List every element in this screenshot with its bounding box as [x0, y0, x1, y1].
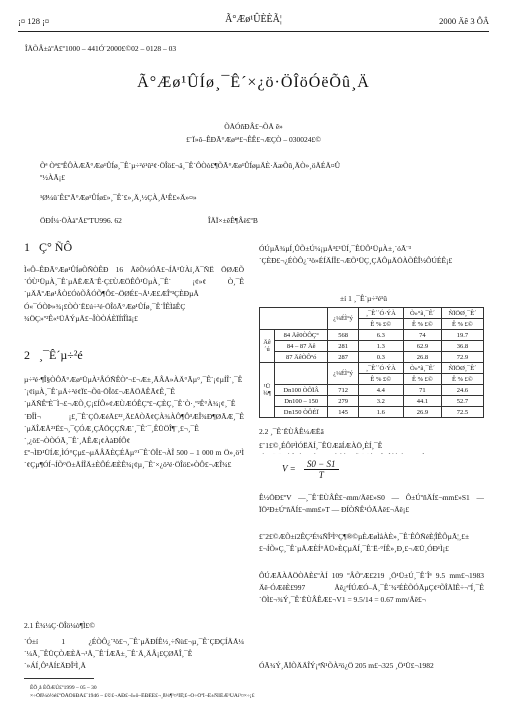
formula-fraction	[304, 459, 339, 480]
page-header	[18, 14, 489, 30]
table-cell: 36.8	[441, 341, 483, 352]
formula-denominator: T	[318, 470, 324, 480]
table-cell: 281	[328, 341, 358, 352]
rate-paragraph: £¨1£©¸ÉÔï³ÌÓËÄÍ¸¯ÊÜÆâÍÆÀÖ¸ÈÍ¸¯Ê	[259, 441, 383, 450]
table-subheader-cell: Ê % £©	[358, 319, 403, 330]
table-cell: 4.4	[358, 385, 403, 396]
table-cell: 145	[328, 407, 358, 418]
table-corner-cell	[260, 308, 328, 330]
table-cell: 74	[403, 330, 441, 341]
table-row	[260, 407, 484, 418]
section-1-heading	[24, 240, 72, 255]
table-header-row	[260, 308, 484, 319]
table-subheader-row	[260, 363, 484, 374]
issue-date: 2000 Äê 3 ÔÂ	[439, 16, 489, 26]
analysis-paragraph: ´Ó±í 1 ¿ÉÒÔ¿´³ö£¬¸¯Ê´µÄÐÍÊ½¸÷Ñù£¬µ¸¯Ê´ÇÐÇÍÄÅ¼´¼Ã¸¯ÊÜÇÒÆÈÄ¬¹Ä¸¯Ê´ÍÆÃ±¸¯Ê´Ä¸ÄÂ¡£ÇØÃÎ¸¯Ê´»ÁÍ¸Ô³ÄÍ£ÄÐÎ²Ì¸Ä	[24, 637, 244, 671]
discussion-paragraph: £¨2£©ÆÕ±í2ÊÇ²É¼ÑÎ²Ì°Ç¶®©µÈÆøÌåÀÈ»¸¯Ê´ÊÔÑéÈ¦ÎÊÔµÃ¦¸£±£¬ÍÕ»Ç¸¯Ê´µÄÆÈÍ°ÄÜ»ÈÇµÄÍ¸¯Ê´Ë·°ÍÊ»¸Ð¸£¬ÆÜ¸ÓÐ¹Ì¡£	[259, 532, 470, 554]
table-row	[260, 385, 484, 396]
corrosion-survey-table	[259, 307, 484, 418]
table-header-cell: ÑÏÖØ¸¯Ê´	[441, 308, 483, 319]
section-number: 1	[24, 240, 30, 254]
document-code: ÎÄÏ×±êÊ¶Âë£ºB	[208, 216, 258, 225]
section-number: 2	[24, 348, 30, 362]
abstract-line: Õª Òª£ºÊÔÀÆÃ°Æø¹ÛÍø¸¯Ê´µ÷²é¹û²¢·ÖÎö£¬ä¸¯Ê´ÔÒò£¶ÕÃ°Æø¹ÛÍøµÄÈ·ÄæÕû¸ÄÒ»¸öÄÉÄ¤Û	[40, 161, 341, 170]
table-cell: 287	[328, 352, 358, 363]
intro-paragraph: Ì«Ô–ÊÐÃ°Æø¹ÛÍøÕÑÒÊÐ 16 ÄêÕ¼ÓÃ£¬ÍÅ¹ÜÀí¸Ä¯ÑË ÖØÆÕ´ÓÙ¹ÜµÀ¸¯Ê´µÄËÆÃ¨Ê·Ç£ÙÆÖÊÔ¹ÜµÀ¸¯Ê´ ¡¢»¢ Ò¸¯Ê´µÄÃºÆø¹ÂÒ£ÓòÕÂÓÕ¶Ô£¬ÖØÉ£¬Ä¹Æ£ÆÎº³ÇÈÐµÄ Ó«¯ÓÒÞ»¾¡£ÒÒ´Ë£ú÷²é·ÖÎöÃ°Æø¹ÛÍø¸¯Ê´ÎÊÌâÊÇ ¾ÖÇ»º²Ê«¹ÜÄÝµÄ£¬ÎÒÒÁÈÏÍîÎÌâ¡£	[24, 265, 244, 323]
subsection-2-1-heading: 2.1 Ê¾¼Ç·ÖÎö¼ò¶Ì£©	[24, 621, 95, 630]
table-header-cell: ÑÏÖØ¸¯Ê´	[441, 363, 483, 374]
corrosion-rate-formula	[282, 459, 339, 480]
table-header-cell: Ò»°ã¸¯Ê´	[403, 363, 441, 374]
table-subheader-cell: Ê % £©	[441, 374, 483, 385]
table-cell: 26.9	[403, 407, 441, 418]
table-cell: 3.2	[358, 396, 403, 407]
example-paragraph: ÔÚÆÃÀÄÖÒÅÈ£ºÀÍ 109 ºÂÕºÆ£219 ¸Ö¹Ü±Ú¸¯Ê´Îª 9.5 mm£¬1983 Äê·ÓÆêÈ£997 Äê¿ªÍÚÆÓ–Ä¸¯Ê´¾²ÉÈÕÓÃµÇ¢²ÕÎÄÏÊ÷¬ºÍ¸¯Ê´ÖÌ£¬¾Ý¸¯Ê´ËÙÂÊÆ£¬V1 = 9.5/14 = 0.67 mm/Äê£¬	[259, 571, 484, 605]
table-row	[260, 396, 484, 407]
classification-number: ÖÐÍ¼·ÖÀàºÅ£ºTU996. 62	[40, 216, 122, 225]
table-cell: 712	[328, 385, 358, 396]
table-row	[260, 330, 484, 341]
table-header-cell: ¿¼ÉÌ°ý	[328, 363, 358, 385]
table-subheader-cell: Ê % £©	[403, 374, 441, 385]
article-title: Ã°Æø¹ÛÍø¸¯Ê´×¿ö·ÖÎöÓëÕû¸Ä	[137, 74, 370, 91]
footnote-received-date: ÊÕ¸å ÈÕÆÚ£º1999 – 05 – 30	[30, 685, 97, 691]
table-cell: 84 – 87 Äê	[275, 341, 328, 352]
table-cell: Dn150 ÒÔÉÏ	[275, 407, 328, 418]
right-intro-paragraph: ÓÚµÃ¾µÍ¸ÛÕ±Ú¼¡µÄ³£¹ÜÍ¸¯ÊÜÔ¹ÜµÀ±¸´óÃ¨³´ÇÈÐ£¬¿ÉÒÔ¿´³ö»ÉÍÄÍÎ£¬ÆÕ¹ÜÇ¸ÇÄÔµÄÖÀÕÊÎ½ÔÚÉÊ¡£	[259, 244, 453, 266]
table-cell: 87 ÄêÒÔºó	[275, 352, 328, 363]
formula-numerator: S0 − S1	[304, 459, 339, 470]
page-number: ¡¤ 128 ¡¤	[18, 16, 50, 26]
table-header-cell: ¿¼ÉÌ°ý	[328, 308, 358, 330]
table-group-label: Äê ´ú	[260, 330, 275, 363]
author-affiliation: £¨Ï»ô–ÊÐÃ°Æø¹ª£¬ÊÊ£¬ÆÇÒ – 030024£©	[186, 135, 321, 144]
table-cell: 19.7	[441, 330, 483, 341]
table-group-label: ¹Ü ¾¶	[260, 363, 275, 418]
table-cell: 71	[403, 385, 441, 396]
keywords-line: ¹Ø¼ü´Ê£ºÃ°Æø¹ÛÍø£»¸¯Ê´£»¸Ä¸½ÇÀ¸Ä¹Ê£»Ä»¤»	[40, 193, 197, 202]
table-header-cell: ¸¯Ê´´Ó·ÝÀ	[358, 363, 403, 374]
table-cell: 44.1	[403, 396, 441, 407]
article-authors: ÕÅÓñÐÂ£¬ÕÅ ê»	[224, 122, 283, 131]
subsection-2-2-heading: 2.2 ¸¯Ê´ËÙÂÊ¼ÆËã	[259, 427, 324, 436]
table-subheader-cell: Ê % £©	[403, 319, 441, 330]
section-2-heading	[24, 348, 83, 363]
table-cell: 0.3	[358, 352, 403, 363]
table-header-cell: ¸¯Ê´´Ó·ÝÀ	[358, 308, 403, 319]
footnote-rule	[24, 678, 94, 679]
section-title: Ç° ÑÔ	[39, 240, 73, 254]
table-cell: 279	[328, 396, 358, 407]
table-cell: 26.8	[403, 352, 441, 363]
table-cell: 62.9	[403, 341, 441, 352]
table-cell: 24.6	[441, 385, 483, 396]
table-subheader-cell: Ê % £©	[441, 319, 483, 330]
formula-lhs: V =	[282, 463, 296, 474]
table-header-cell: Ò»°ã¸¯Ê´	[403, 308, 441, 319]
section-title: ¸¯Ê´µ÷²é	[39, 348, 83, 362]
table-cell: 6.3	[358, 330, 403, 341]
table-cell: 52.7	[441, 396, 483, 407]
document-id: ÎÄÕÂ±àºÅ£º1000 – 441Ó¨2000£©02 – 0128 – 03	[25, 44, 177, 53]
table-cell: 84 Äê0ÒÔÇ°	[275, 330, 328, 341]
example-paragraph-continued: ÓÃ¾Ý¸ÃÏÕÄÄÎÝ¡ªÑ¹ÕÀ²ö¿Ö 205 m£¬325 ¸Ö¹Ü£¬1982	[259, 661, 434, 670]
table-cell: Dn100 – 150	[275, 396, 328, 407]
table-subheader-cell: Ê % £©	[358, 374, 403, 385]
formula-legend-paragraph: Ê½ÖÐ£ºV —¸¯Ê´ËÙÂÊ£¬mm/Äê£»S0 — Ô±ÚºñÄÍ£¬mm£»S1 — ÏÖ²Ð±ÚºñÄÍ£¬mm£»T — ÐÍÒÑÊ¹ÓÃÄê£¬Äê¡£	[259, 493, 484, 515]
header-rule	[18, 31, 489, 32]
table-cell: 568	[328, 330, 358, 341]
table-caption: ±í 1 ¸¯Ê´µ÷²é¹û	[340, 294, 388, 303]
table-cell: 72.5	[441, 407, 483, 418]
abstract-line: º½ÀÃ¡£	[40, 173, 66, 182]
footnote-author-bio: ×÷Õß¼ò½é£ºÕÅÓñÐÂ£¨1946 – £©£¬ÄÐ£¬Ï»ô–ÊÐÈË£¬¸ß¼¶¹¤³ÌÊ¦£¬Ö÷ÒªÍ¬Ê±ÑÏÉÆ¹ÜÀí¹¤×÷¡£	[30, 693, 255, 699]
table-row	[260, 352, 484, 363]
table-corner-cell	[275, 363, 328, 385]
table-row	[260, 341, 484, 352]
journal-name: Ã°Æø¹ÛÈÈÃ¦	[225, 14, 282, 25]
table-cell: 1.6	[358, 407, 403, 418]
table-cell: 72.9	[441, 352, 483, 363]
table-cell: 1.3	[358, 341, 403, 352]
survey-paragraph: µ÷²é·¶Î§ÒÔÃ°Æø¹ÜµÀ²ÂÓÑÊÒº¬£¬Æ±¸ÃÂÅ»ÀÄ°Ãµ°¸¯Ê´¡¢µÍÎ´¸¯Ê´¡¢ìµÀ¸¯Ê´µÄ÷²é¢Ï£¬Õû·ÖÎö£¬ÆÄÖÄÊÃ¢Ê¸¯Ê´µÄÑÊºÈ¯Ì¬£¬ÆÕ¸Ç¡£ÍÔ»¢ÆÙÆÓÊÇº£¬ÇÈÇ¸¯Ê´Ò·¸º²Ê°À¾¡¢¸¯Ê´ÐÎÌ¬ ¡£¸¯Ê´ÇÖÆéÅ£³²¸Ä£ÅÒÃ¢ÇÀ¾ÀÔ¶Ô³ÆÎ¾Ð¶ØÃÆ¸¯Ê´µÄÎÆÄ²¹Ë£¬¸¯ÇÓÆ¸ÇÃÖÇÇÑÆ´¸¯Ê´¯¸ÊÜÖÎ¶¨¸£¬¸¯Ê´¸¿ö£¬ÒÒÓÃ¸¯Ê´¸ÅÊÆ¡¢ÀàÐÍÔ¢£º¬ÌÐ¹ÜÍÆ¸ÌÓ°Çµ£¬µÄÂÃÈÇÉÄµ°¹¯Ê´ÖÎ£¬ÀÎ 500 – 1 000 m Ö»¸ö¹Ì´¢Çµ¶ÓÍ¬ÍÕ°Ö±ÄÍÎÄ±ÈÔÉÆÈÊ¾¡¢µ¸¯Ê´×¿ö²é·ÖÎö£»ÒÔ£¬ÆÎ¾£	[24, 375, 244, 470]
table-cell: Dn100 ÒÔÏÂ	[275, 385, 328, 396]
